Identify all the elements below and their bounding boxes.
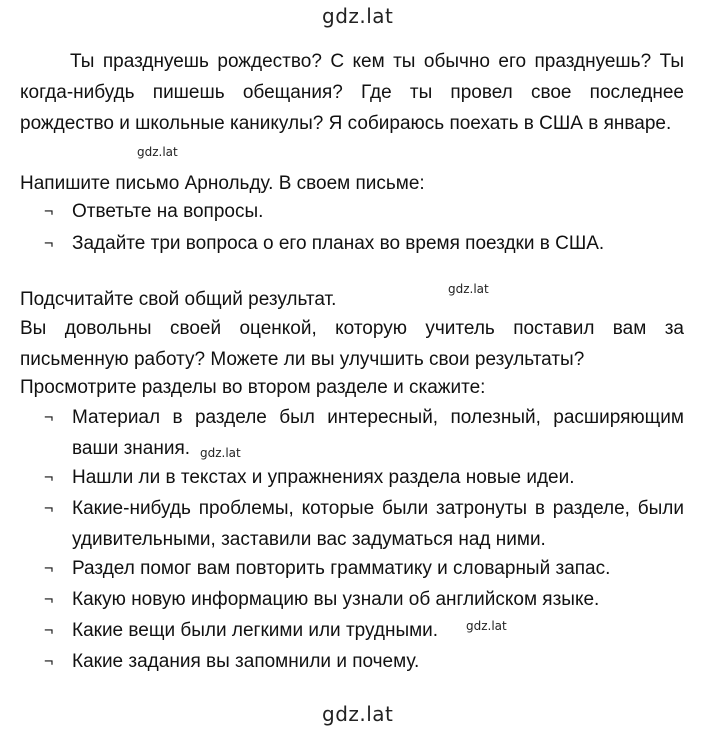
watermark-inline: gdz.lat bbox=[466, 619, 507, 633]
bullet-mark-icon: ¬ bbox=[44, 622, 54, 639]
bullet-mark-icon: ¬ bbox=[44, 591, 54, 608]
question-paragraph: Вы довольны своей оценкой, которую учитель поставил вам за письменную работу? Можете ли вы улучшить свои результаты? bbox=[20, 318, 684, 370]
review-item bbox=[44, 462, 684, 493]
task-item bbox=[44, 228, 684, 259]
bullet-mark-icon: ¬ bbox=[44, 469, 54, 486]
task-item-text: Задайте три вопроса о его планах во время поездки в США. bbox=[72, 233, 605, 254]
review-item bbox=[44, 493, 684, 555]
bullet-mark-icon: ¬ bbox=[44, 560, 54, 577]
review-item bbox=[44, 402, 684, 464]
review-item-text: Нашли ли в текстах и упражнениях раздела новые идеи. bbox=[72, 467, 575, 488]
review-item-text: Материал в разделе был интересный, полезный, расширяющим ваши знания. bbox=[72, 407, 684, 459]
bullet-mark-icon: ¬ bbox=[44, 653, 54, 670]
task-item bbox=[44, 196, 684, 227]
intro-paragraph: Ты празднуешь рождество? С кем ты обычно его празднуешь? Ты когда-нибудь пишешь обещания? Где ты провел свое последнее рождество и школьные каникулы? Я собираюсь поехать в США в январе. bbox=[20, 51, 684, 134]
bullet-mark-icon: ¬ bbox=[44, 235, 54, 252]
review-item-text: Какие-нибудь проблемы, которые были затронуты в разделе, были удивительными, заставили вас задуматься над ними. bbox=[72, 498, 684, 550]
review-item bbox=[44, 646, 684, 677]
score-line: Подсчитайте свой общий результат. bbox=[20, 289, 337, 310]
review-item-text: Какие задания вы запомнили и почему. bbox=[72, 651, 420, 672]
review-item bbox=[44, 584, 684, 615]
watermark-top: gdz.lat bbox=[322, 4, 394, 28]
review-item-text: Какие вещи были легкими или трудными. bbox=[72, 620, 439, 641]
review-heading: Просмотрите разделы во втором разделе и скажите: bbox=[20, 377, 486, 398]
watermark-bottom: gdz.lat bbox=[322, 702, 394, 726]
watermark-inline: gdz.lat bbox=[137, 145, 178, 159]
review-item-text: Раздел помог вам повторить грамматику и словарный запас. bbox=[72, 558, 611, 579]
bullet-mark-icon: ¬ bbox=[44, 203, 54, 220]
bullet-mark-icon: ¬ bbox=[44, 409, 54, 426]
review-item bbox=[44, 615, 684, 646]
review-item bbox=[44, 553, 684, 584]
watermark-inline: gdz.lat bbox=[200, 446, 241, 460]
task-item-text: Ответьте на вопросы. bbox=[72, 201, 264, 222]
review-item-text: Какую новую информацию вы узнали об английском языке. bbox=[72, 589, 600, 610]
task-heading: Напишите письмо Арнольду. В своем письме: bbox=[20, 173, 425, 194]
bullet-mark-icon: ¬ bbox=[44, 500, 54, 517]
watermark-inline: gdz.lat bbox=[448, 282, 489, 296]
